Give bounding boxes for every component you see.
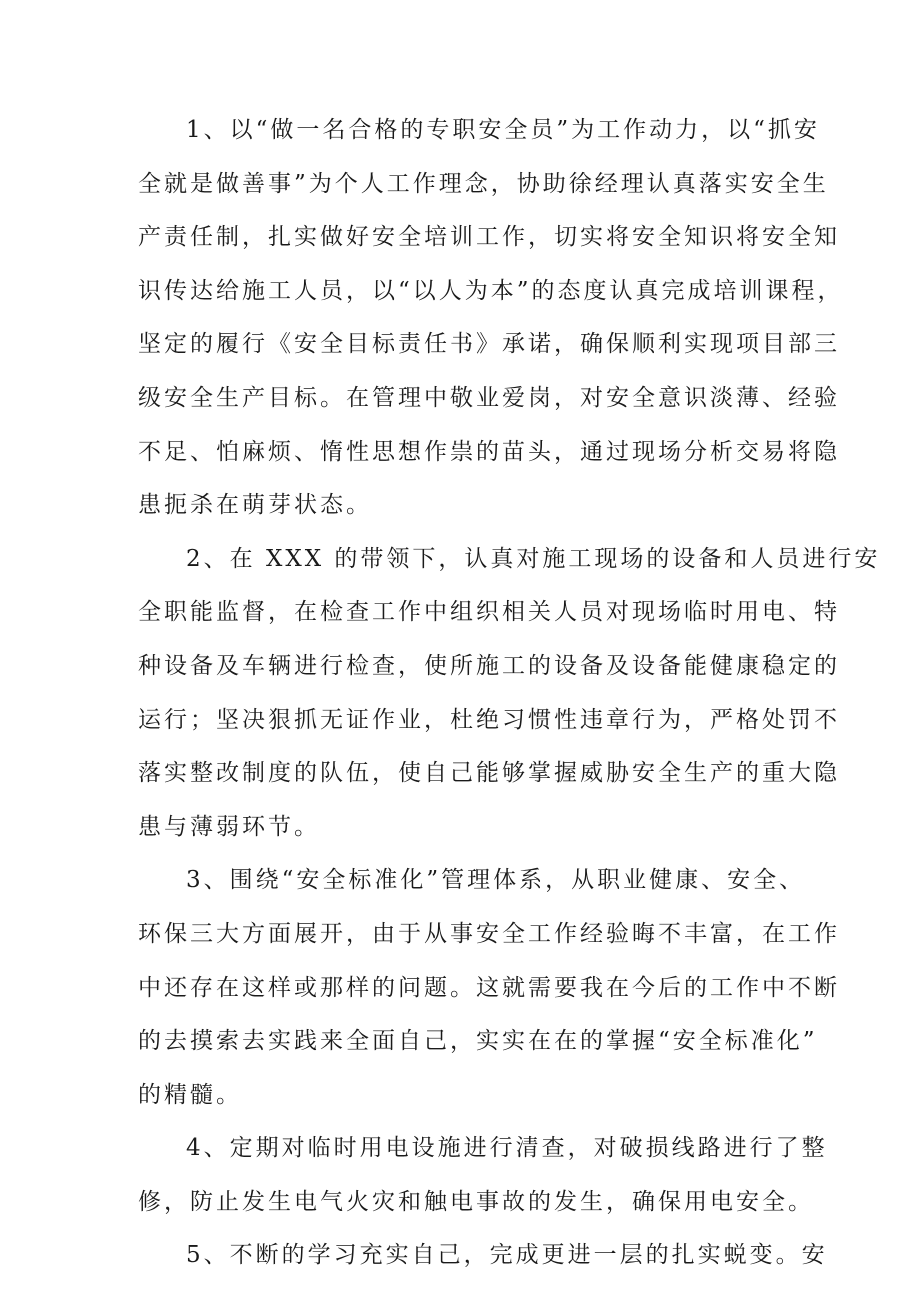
paragraph-line: 修，防止发生电气火灾和触电事故的发生，确保用电安全。 — [138, 1188, 814, 1215]
paragraph-line: 5、不断的学习充实自己，完成更进一层的扎实蜕变。安 — [186, 1242, 828, 1269]
paragraph-line: 1、以“做一名合格的专职安全员”为工作动力，以“抓安 — [186, 117, 820, 143]
paragraph-2 — [138, 533, 881, 855]
paragraph-1 — [138, 104, 844, 533]
paragraph-line: 2、在 XXX 的带领下，认真对施工现场的设备和人员进行安 — [186, 545, 881, 572]
paragraph-5 — [138, 1229, 828, 1283]
paragraph-line: 不足、怕麻烦、惰性思想作祟的苗头，通过现场分析交易将隐 — [138, 438, 840, 465]
paragraph-4 — [138, 1122, 828, 1229]
document-body — [138, 104, 881, 1283]
paragraph-line: 种设备及车辆进行检查，使所施工的设备及设备能健康稳定的 — [138, 652, 840, 679]
paragraph-line: 运行；坚决狠抓无证作业，杜绝习惯性违章行为，严格处罚不 — [138, 706, 840, 733]
paragraph-line: 的精髓。 — [138, 1081, 242, 1108]
paragraph-line: 级安全生产目标。在管理中敬业爱岗，对安全意识淡薄、经验 — [138, 384, 840, 411]
paragraph-line: 识传达给施工人员，以“以人为本”的态度认真完成培训课程， — [138, 277, 844, 304]
paragraph-line: 全职能监督，在检查工作中组织相关人员对现场临时用电、特 — [138, 599, 840, 626]
paragraph-line: 产责任制，扎实做好安全培训工作，切实将安全知识将安全知 — [138, 224, 840, 251]
paragraph-line: 全就是做善事”为个人工作理念，协助徐经理认真落实安全生 — [138, 170, 829, 197]
paragraph-line: 4、定期对临时用电设施进行清查，对破损线路进行了整 — [186, 1135, 828, 1162]
paragraph-line: 3、围绕“安全标准化”管理体系，从职业健康、安全、 — [186, 867, 806, 894]
paragraph-line: 患扼杀在萌芽状态。 — [138, 492, 372, 519]
paragraph-line: 落实整改制度的队伍，使自己能够掌握威胁安全生产的重大隐 — [138, 760, 840, 787]
paragraph-line: 环保三大方面展开，由于从事安全工作经验晦不丰富，在工作 — [138, 920, 840, 947]
paragraph-line: 的去摸索去实践来全面自己，实实在在的掌握“安全标准化” — [138, 1028, 818, 1055]
paragraph-line: 坚定的履行《安全目标责任书》承诺，确保顺利实现项目部三 — [138, 331, 840, 358]
paragraph-line: 患与薄弱环节。 — [138, 813, 320, 840]
paragraph-line: 中还存在这样或那样的问题。这就需要我在今后的工作中不断 — [138, 974, 840, 1001]
paragraph-3 — [138, 854, 840, 1122]
